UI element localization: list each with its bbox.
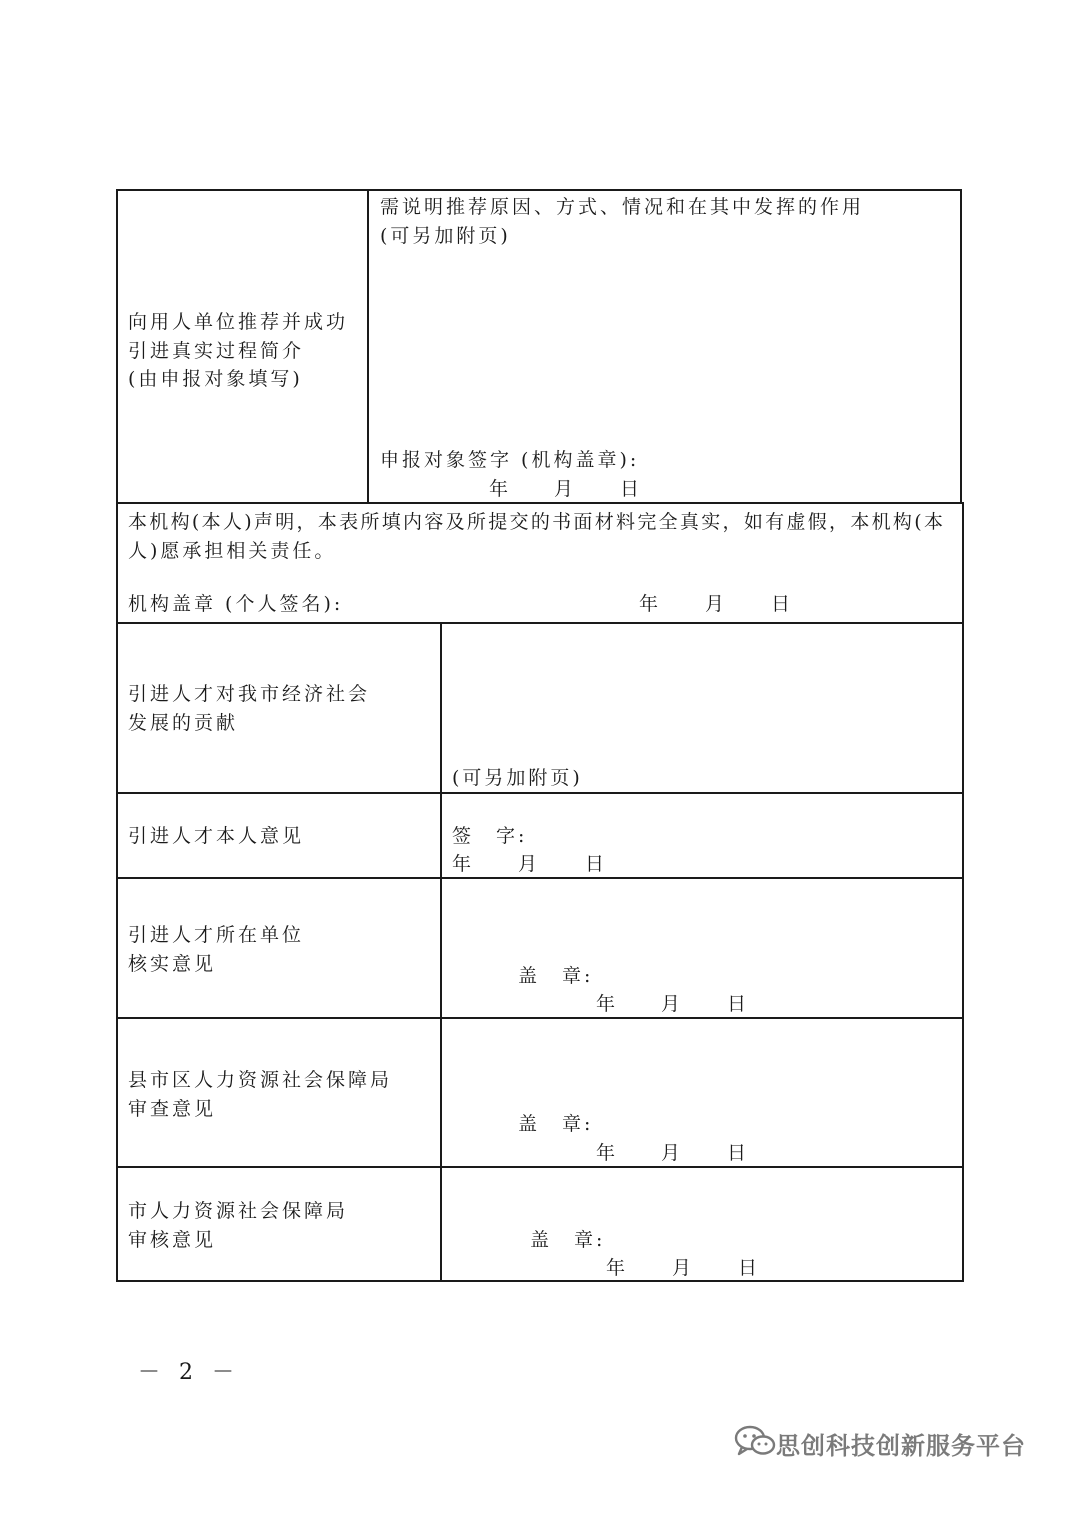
date-month: 月: [661, 1142, 684, 1164]
row-label: (由申报对象填写): [128, 368, 303, 390]
row-divider: [116, 1017, 964, 1019]
date-day: 日: [771, 593, 794, 615]
row-label: 向用人单位推荐并成功: [128, 311, 349, 333]
row-label: 引进真实过程简介: [128, 340, 305, 362]
attachment-note: (可另加附页): [380, 225, 511, 247]
row-label: 核实意见: [128, 953, 217, 975]
date-month: 月: [661, 993, 684, 1015]
row-label: 市人力资源社会保障局: [128, 1200, 349, 1222]
table-border-left: [116, 189, 118, 1282]
date-day: 日: [727, 993, 750, 1015]
seal-label: 盖 章:: [530, 1229, 606, 1251]
row-label: 审查意见: [128, 1098, 217, 1120]
row-label: 审核意见: [128, 1229, 217, 1251]
row-label: 引进人才所在单位: [128, 924, 305, 946]
column-divider: [440, 622, 442, 1282]
wechat-icon: [734, 1424, 776, 1458]
instruction-note: 需说明推荐原因、方式、情况和在其中发挥的作用: [380, 196, 865, 218]
table-border-bottom: [116, 1280, 964, 1282]
seal-label: 盖 章:: [518, 1113, 594, 1135]
date-day: 日: [620, 478, 643, 500]
row-label: 发展的贡献: [128, 712, 239, 734]
seal-label: 盖 章:: [518, 965, 594, 987]
row-divider: [116, 1166, 964, 1168]
column-divider: [367, 189, 369, 504]
date-day: 日: [727, 1142, 750, 1164]
table-border-top: [116, 189, 962, 191]
date-day: 日: [585, 853, 608, 875]
date-month: 月: [672, 1257, 695, 1279]
table-border-right: [960, 189, 962, 504]
watermark-text: 思创科技创新服务平台: [776, 1432, 1026, 1460]
row-divider: [116, 622, 964, 624]
attachment-note: (可另加附页): [452, 767, 583, 789]
row-divider: [116, 792, 964, 794]
date-year: 年: [596, 993, 619, 1015]
date-year: 年: [489, 478, 512, 500]
date-month: 月: [705, 593, 728, 615]
row-label: 引进人才本人意见: [128, 825, 305, 847]
signature-label: 机构盖章 (个人签名):: [128, 593, 344, 615]
signature-label: 申报对象签字 (机构盖章):: [380, 449, 640, 471]
date-month: 月: [518, 853, 541, 875]
row-label: 引进人才对我市经济社会: [128, 683, 371, 705]
row-divider: [116, 502, 962, 504]
declaration-text: 本机构(本人)声明，本表所填内容及所提交的书面材料完全真实，如有虚假，本机构(本: [128, 511, 946, 533]
date-year: 年: [452, 853, 475, 875]
table-border-right: [962, 502, 964, 1282]
date-year: 年: [606, 1257, 629, 1279]
date-year: 年: [639, 593, 662, 615]
date-year: 年: [596, 1142, 619, 1164]
declaration-text: 人)愿承担相关责任。: [128, 540, 337, 562]
date-month: 月: [554, 478, 577, 500]
row-label: 县市区人力资源社会保障局: [128, 1069, 393, 1091]
signature-label: 签 字:: [452, 825, 528, 847]
date-day: 日: [738, 1257, 761, 1279]
page-number: － 2 －: [138, 1360, 240, 1385]
